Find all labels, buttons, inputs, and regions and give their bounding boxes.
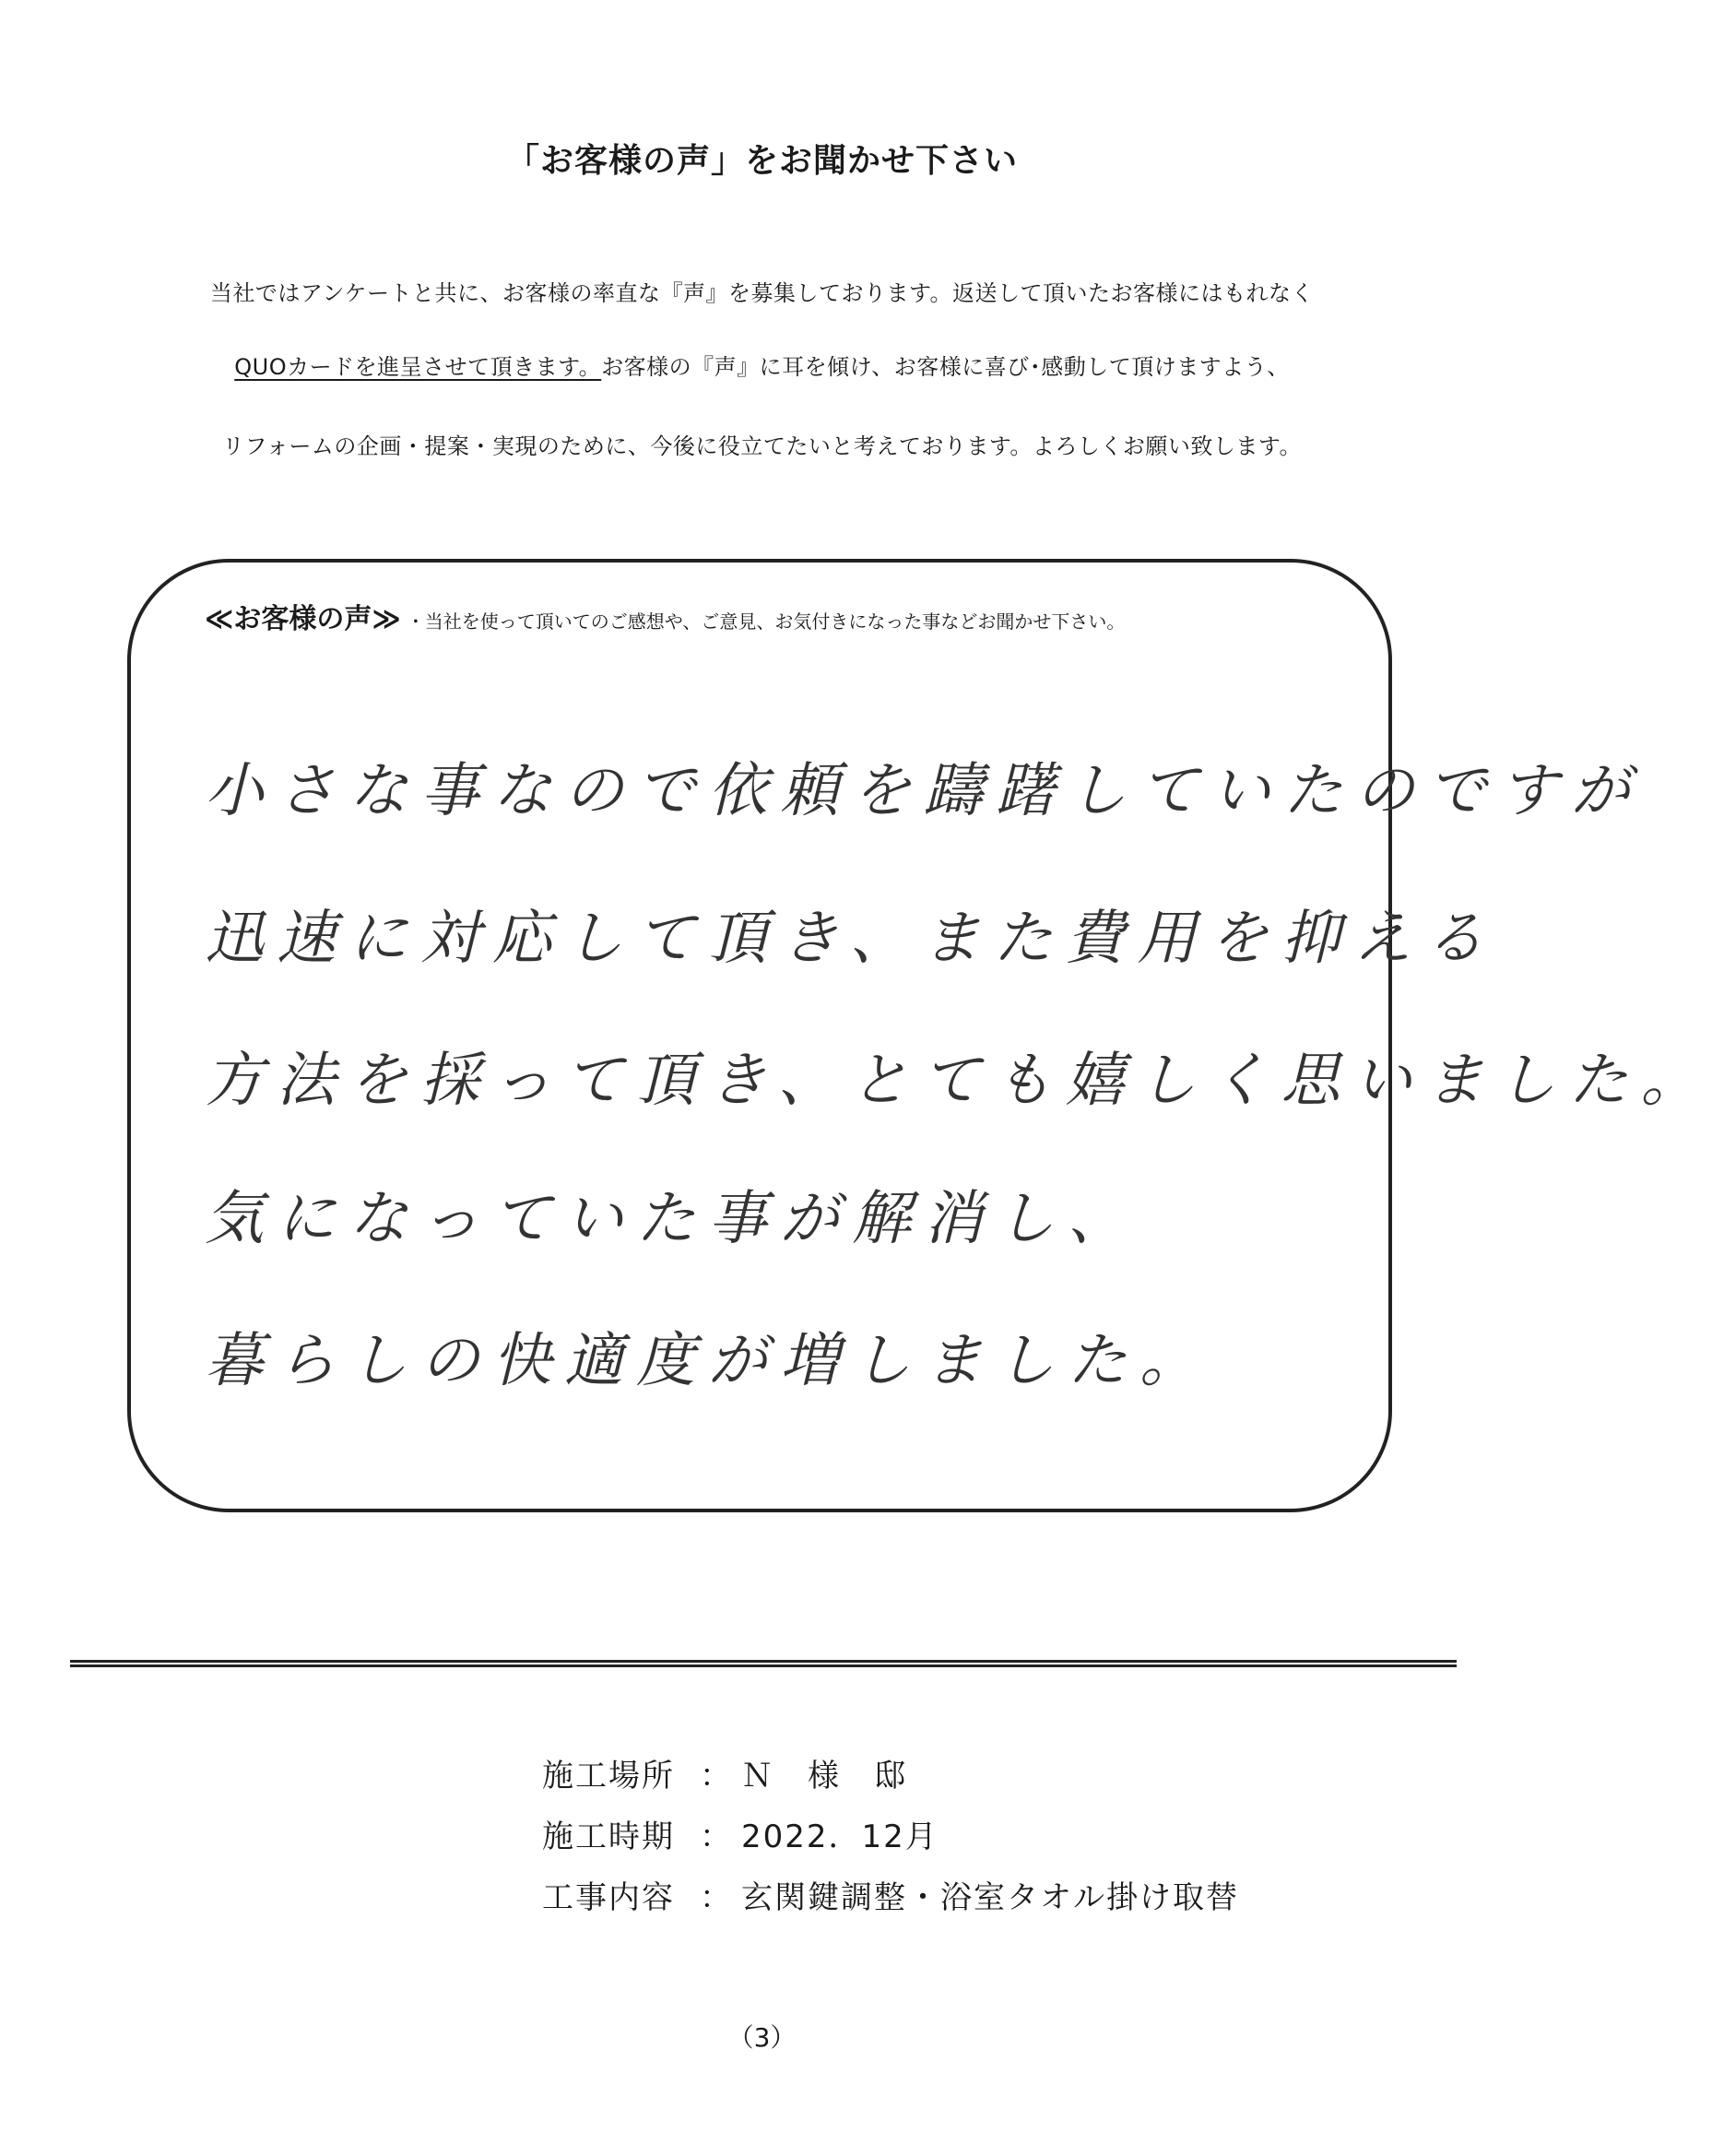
intro-underlined-text: QUOカードを進呈させて頂きます。 [234, 354, 602, 380]
info-label: 工事内容 [542, 1879, 675, 1916]
info-colon: ： [700, 1758, 731, 1795]
voice-header [205, 596, 1125, 636]
info-colon: ： [700, 1818, 731, 1855]
intro-line-2-rest: お客様の『声』に耳を傾け、お客様に喜び･感動して頂けますよう、 [601, 354, 1290, 380]
handwritten-line-5: 暮らしの快適度が増しました。 [205, 1327, 1211, 1395]
double-divider [70, 1660, 1457, 1667]
page-title: 「お客様の声」をお聞かせ下さい [505, 142, 1018, 180]
handwritten-line-2: 迅速に対応して頂き、また費用を抑える [205, 905, 1497, 973]
voice-header-title: ≪お客様の声≫ [205, 603, 401, 635]
info-value: 玄関鍵調整・浴室タオル掛け取替 [741, 1879, 1239, 1916]
intro-line-2 [0, 349, 1524, 381]
intro-line-1: 当社ではアンケートと共に、お客様の率直な『声』を募集しております。返送して頂いたお客様にはもれなく [209, 280, 1315, 306]
info-value: Ｎ 様 邸 [741, 1758, 907, 1795]
page-number: （3） [727, 2022, 797, 2053]
handwritten-line-4: 気になっていた事が解消し、 [205, 1185, 1139, 1253]
handwritten-line-1: 小さな事なので依頼を躊躇していたのですが [205, 757, 1643, 825]
customer-voice-box [127, 559, 1712, 1512]
info-row-location [542, 1750, 907, 1795]
info-colon: ： [700, 1879, 731, 1916]
info-row-period [542, 1811, 939, 1856]
intro-line-3: リフォームの企画・提案・実現のために、今後に役立てたいと考えております。よろしくお願い致します。 [222, 433, 1302, 459]
info-label: 施工時期 [542, 1818, 675, 1855]
handwritten-line-3: 方法を採って頂き、とても嬉しく思いました。 [205, 1047, 1712, 1115]
voice-header-description: ・当社を使って頂いてのご感想や、ご意見、お気付きになった事などお聞かせ下さい。 [406, 610, 1126, 633]
info-label: 施工場所 [542, 1758, 675, 1795]
info-value: 2022．12月 [741, 1818, 939, 1855]
info-row-work-content [542, 1872, 1239, 1917]
